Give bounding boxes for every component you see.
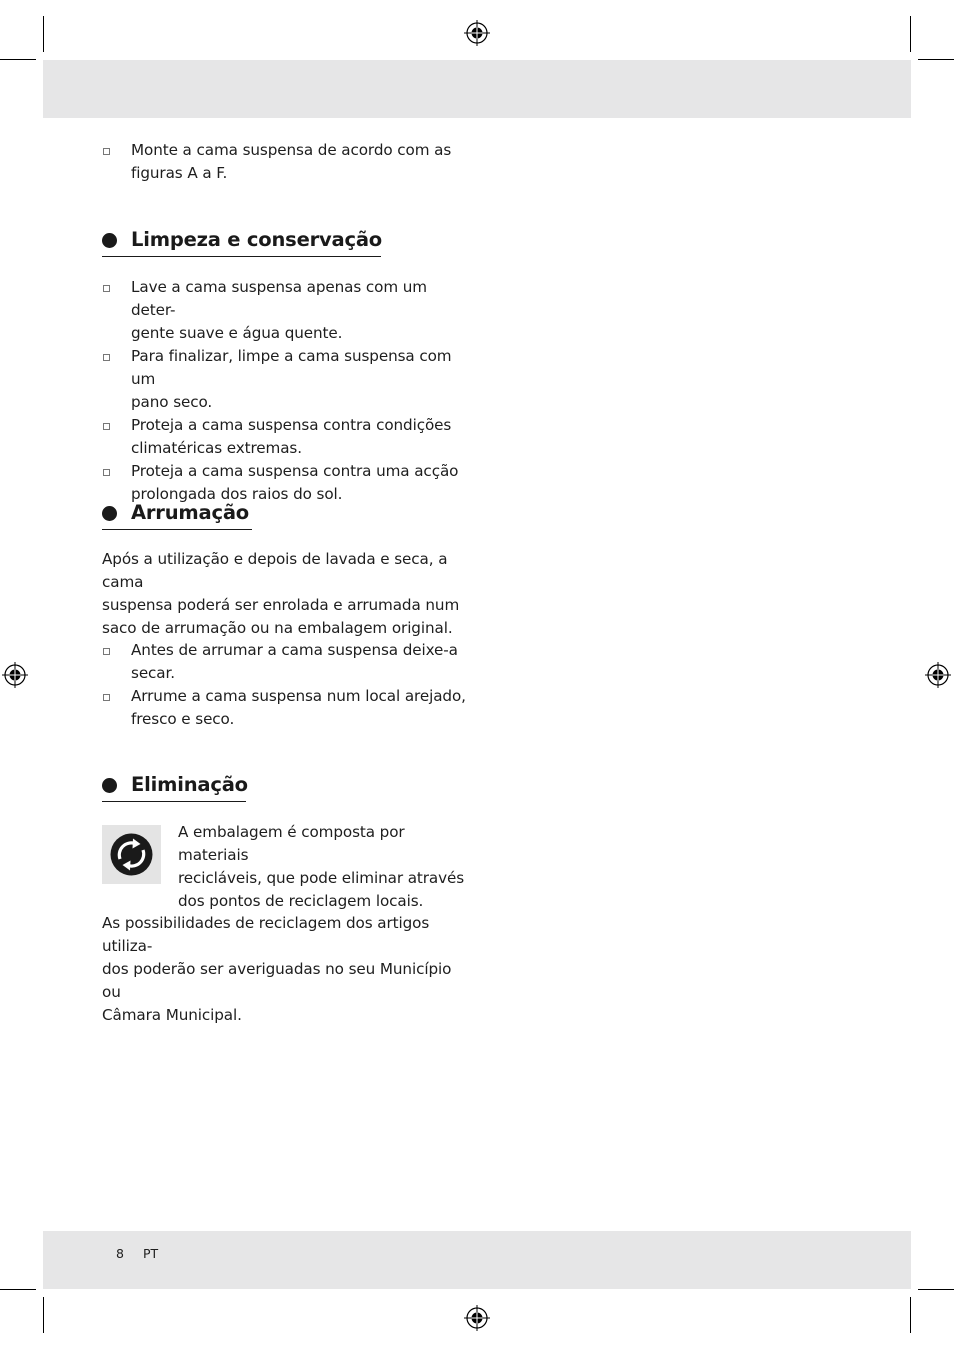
section-heading-storage — [102, 499, 249, 527]
list-item-line: Arrume a cama suspensa num local arejado, — [131, 687, 466, 705]
registration-mark-icon — [925, 662, 951, 688]
heading-underline — [102, 801, 246, 802]
crop-mark — [910, 1297, 911, 1333]
header-band — [43, 60, 911, 118]
paragraph-line: Câmara Municipal. — [102, 1006, 242, 1024]
checkbox-bullet-icon — [103, 148, 110, 155]
checkbox-bullet-icon — [103, 285, 110, 292]
list-item-line: Antes de arrumar a cama suspensa deixe-a — [131, 641, 458, 659]
list-item-line: prolongada dos raios do sol. — [131, 485, 343, 503]
crop-mark — [918, 59, 954, 60]
list-item-line: Para finalizar, limpe a cama suspensa com um — [131, 347, 452, 388]
paragraph-line: A embalagem é composta por materiais — [178, 823, 405, 864]
checkbox-bullet-icon — [103, 694, 110, 701]
crop-mark — [0, 1289, 36, 1290]
paragraph-line: saco de arrumação ou na embalagem original. — [102, 619, 453, 637]
list-item — [102, 685, 472, 731]
assembly-step — [102, 139, 472, 185]
list-item-line: secar. — [131, 664, 175, 682]
list-item — [102, 345, 472, 414]
list-item-text: Monte a cama suspensa de acordo com as figuras A a F. — [131, 141, 452, 182]
crop-mark — [910, 16, 911, 52]
list-item-line: gente suave e água quente. — [131, 324, 343, 342]
list-item-line: Proteja a cama suspensa contra uma acção — [131, 462, 459, 480]
list-item — [102, 414, 472, 460]
registration-mark-icon — [464, 20, 490, 46]
section-title: Arrumação — [131, 501, 249, 524]
section-heading-disposal — [102, 771, 248, 799]
crop-mark — [0, 59, 36, 60]
list-item — [102, 639, 472, 685]
paragraph-line: Após a utilização e depois de lavada e seca, a cama — [102, 550, 448, 591]
section-title: Limpeza e conservação — [131, 228, 382, 251]
green-dot-recycling-icon — [102, 825, 161, 884]
footer-band — [43, 1231, 911, 1289]
packaging-text — [178, 821, 478, 913]
list-item-line: Proteja a cama suspensa contra condições — [131, 416, 452, 434]
checkbox-bullet-icon — [103, 469, 110, 476]
list-item — [102, 276, 472, 345]
paragraph-line: dos poderão ser averiguadas no seu Município ou — [102, 960, 452, 1001]
bullet-dot-icon — [102, 233, 117, 248]
crop-mark — [918, 1289, 954, 1290]
cleaning-list — [102, 276, 472, 506]
checkbox-bullet-icon — [103, 423, 110, 430]
registration-mark-icon — [2, 662, 28, 688]
checkbox-bullet-icon — [103, 354, 110, 361]
registration-mark-icon — [464, 1305, 490, 1331]
paragraph-line: recicláveis, que pode eliminar através — [178, 869, 465, 887]
list-item-line: Lave a cama suspensa apenas com um deter- — [131, 278, 428, 319]
storage-list — [102, 639, 472, 731]
checkbox-bullet-icon — [103, 648, 110, 655]
list-item — [102, 139, 472, 185]
list-item-line: climatéricas extremas. — [131, 439, 302, 457]
storage-intro — [102, 548, 472, 640]
bullet-dot-icon — [102, 778, 117, 793]
bullet-dot-icon — [102, 506, 117, 521]
heading-underline — [102, 256, 381, 257]
list-item-line: pano seco. — [131, 393, 213, 411]
list-item-line: fresco e seco. — [131, 710, 235, 728]
section-heading-cleaning — [102, 226, 382, 254]
page-number: 8 — [116, 1246, 124, 1261]
section-title: Eliminação — [131, 773, 248, 796]
language-code: PT — [143, 1246, 159, 1261]
paragraph-line: As possibilidades de reciclagem dos artigos utiliza- — [102, 914, 430, 955]
crop-mark — [43, 1297, 44, 1333]
heading-underline — [102, 529, 252, 530]
paragraph-line: dos pontos de reciclagem locais. — [178, 892, 424, 910]
paragraph-line: suspensa poderá ser enrolada e arrumada num — [102, 596, 460, 614]
crop-mark — [43, 16, 44, 52]
recycling-text — [102, 912, 472, 1027]
